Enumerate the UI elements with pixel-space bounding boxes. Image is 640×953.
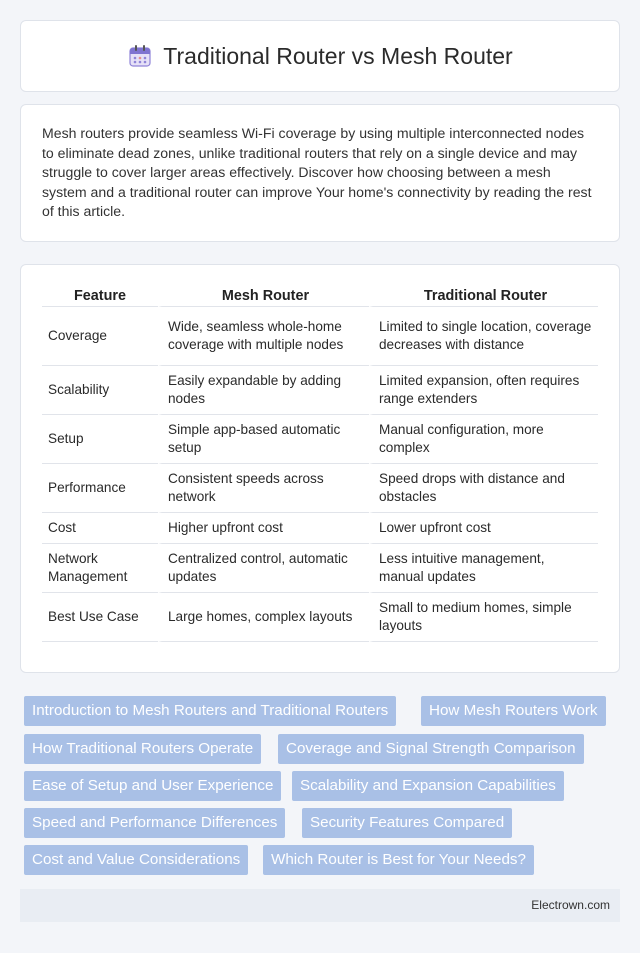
traditional-cell: Manual configuration, more complex xyxy=(369,415,598,464)
feature-cell: Coverage xyxy=(42,307,158,366)
comparison-table-card xyxy=(20,264,620,673)
feature-cell: Cost xyxy=(42,513,158,544)
table-row xyxy=(42,307,598,366)
topic-link[interactable]: Ease of Setup and User Experience xyxy=(24,771,281,801)
topic-link[interactable]: Cost and Value Considerations xyxy=(24,845,248,875)
table-row xyxy=(42,544,598,593)
table-row xyxy=(42,513,598,544)
intro-card xyxy=(20,104,620,242)
feature-cell: Scalability xyxy=(42,366,158,415)
feature-cell: Setup xyxy=(42,415,158,464)
header-mesh-router: Mesh Router xyxy=(158,285,369,307)
topic-link[interactable]: Security Features Compared xyxy=(302,808,512,838)
table-header-row xyxy=(42,285,598,307)
traditional-cell: Less intuitive management, manual updates xyxy=(369,544,598,593)
table-row xyxy=(42,366,598,415)
title-card xyxy=(20,20,620,92)
topic-link[interactable]: Introduction to Mesh Routers and Traditional Routers xyxy=(24,696,396,726)
mesh-cell: Wide, seamless whole-home coverage with multiple nodes xyxy=(158,307,369,366)
traditional-cell: Small to medium homes, simple layouts xyxy=(369,593,598,642)
feature-cell: Network Management xyxy=(42,544,158,593)
mesh-cell: Easily expandable by adding nodes xyxy=(158,366,369,415)
traditional-cell: Limited to single location, coverage decreases with distance xyxy=(369,307,598,366)
traditional-cell: Limited expansion, often requires range extenders xyxy=(369,366,598,415)
intro-text: Mesh routers provide seamless Wi-Fi coverage by using multiple interconnected nodes to eliminate dead zones, unlike traditional routers that rely on a single device and may struggle to cover larger areas effectively. Discover how choosing between a mesh system and a traditional router can improve Your home's connectivity by reading the rest of this article. xyxy=(42,125,592,220)
traditional-cell: Speed drops with distance and obstacles xyxy=(369,464,598,513)
mesh-cell: Consistent speeds across network xyxy=(158,464,369,513)
mesh-cell: Large homes, complex layouts xyxy=(158,593,369,642)
topic-link[interactable]: Scalability and Expansion Capabilities xyxy=(292,771,564,801)
comparison-table xyxy=(42,285,598,642)
calendar-icon xyxy=(127,43,153,69)
topic-link[interactable]: Coverage and Signal Strength Comparison xyxy=(278,734,584,764)
traditional-cell: Lower upfront cost xyxy=(369,513,598,544)
topic-link[interactable]: How Mesh Routers Work xyxy=(421,696,606,726)
footer-site-name: Electrown.com xyxy=(531,898,610,912)
mesh-cell: Centralized control, automatic updates xyxy=(158,544,369,593)
feature-cell: Performance xyxy=(42,464,158,513)
topic-link[interactable]: How Traditional Routers Operate xyxy=(24,734,261,764)
footer xyxy=(20,889,620,922)
feature-cell: Best Use Case xyxy=(42,593,158,642)
topic-link[interactable]: Which Router is Best for Your Needs? xyxy=(263,845,534,875)
table-row xyxy=(42,593,598,642)
topic-link[interactable]: Speed and Performance Differences xyxy=(24,808,285,838)
header-traditional-router: Traditional Router xyxy=(369,285,598,307)
header-feature: Feature xyxy=(42,285,158,307)
table-row xyxy=(42,415,598,464)
mesh-cell: Simple app-based automatic setup xyxy=(158,415,369,464)
mesh-cell: Higher upfront cost xyxy=(158,513,369,544)
table-row xyxy=(42,464,598,513)
page-title: Traditional Router vs Mesh Router xyxy=(163,42,513,69)
